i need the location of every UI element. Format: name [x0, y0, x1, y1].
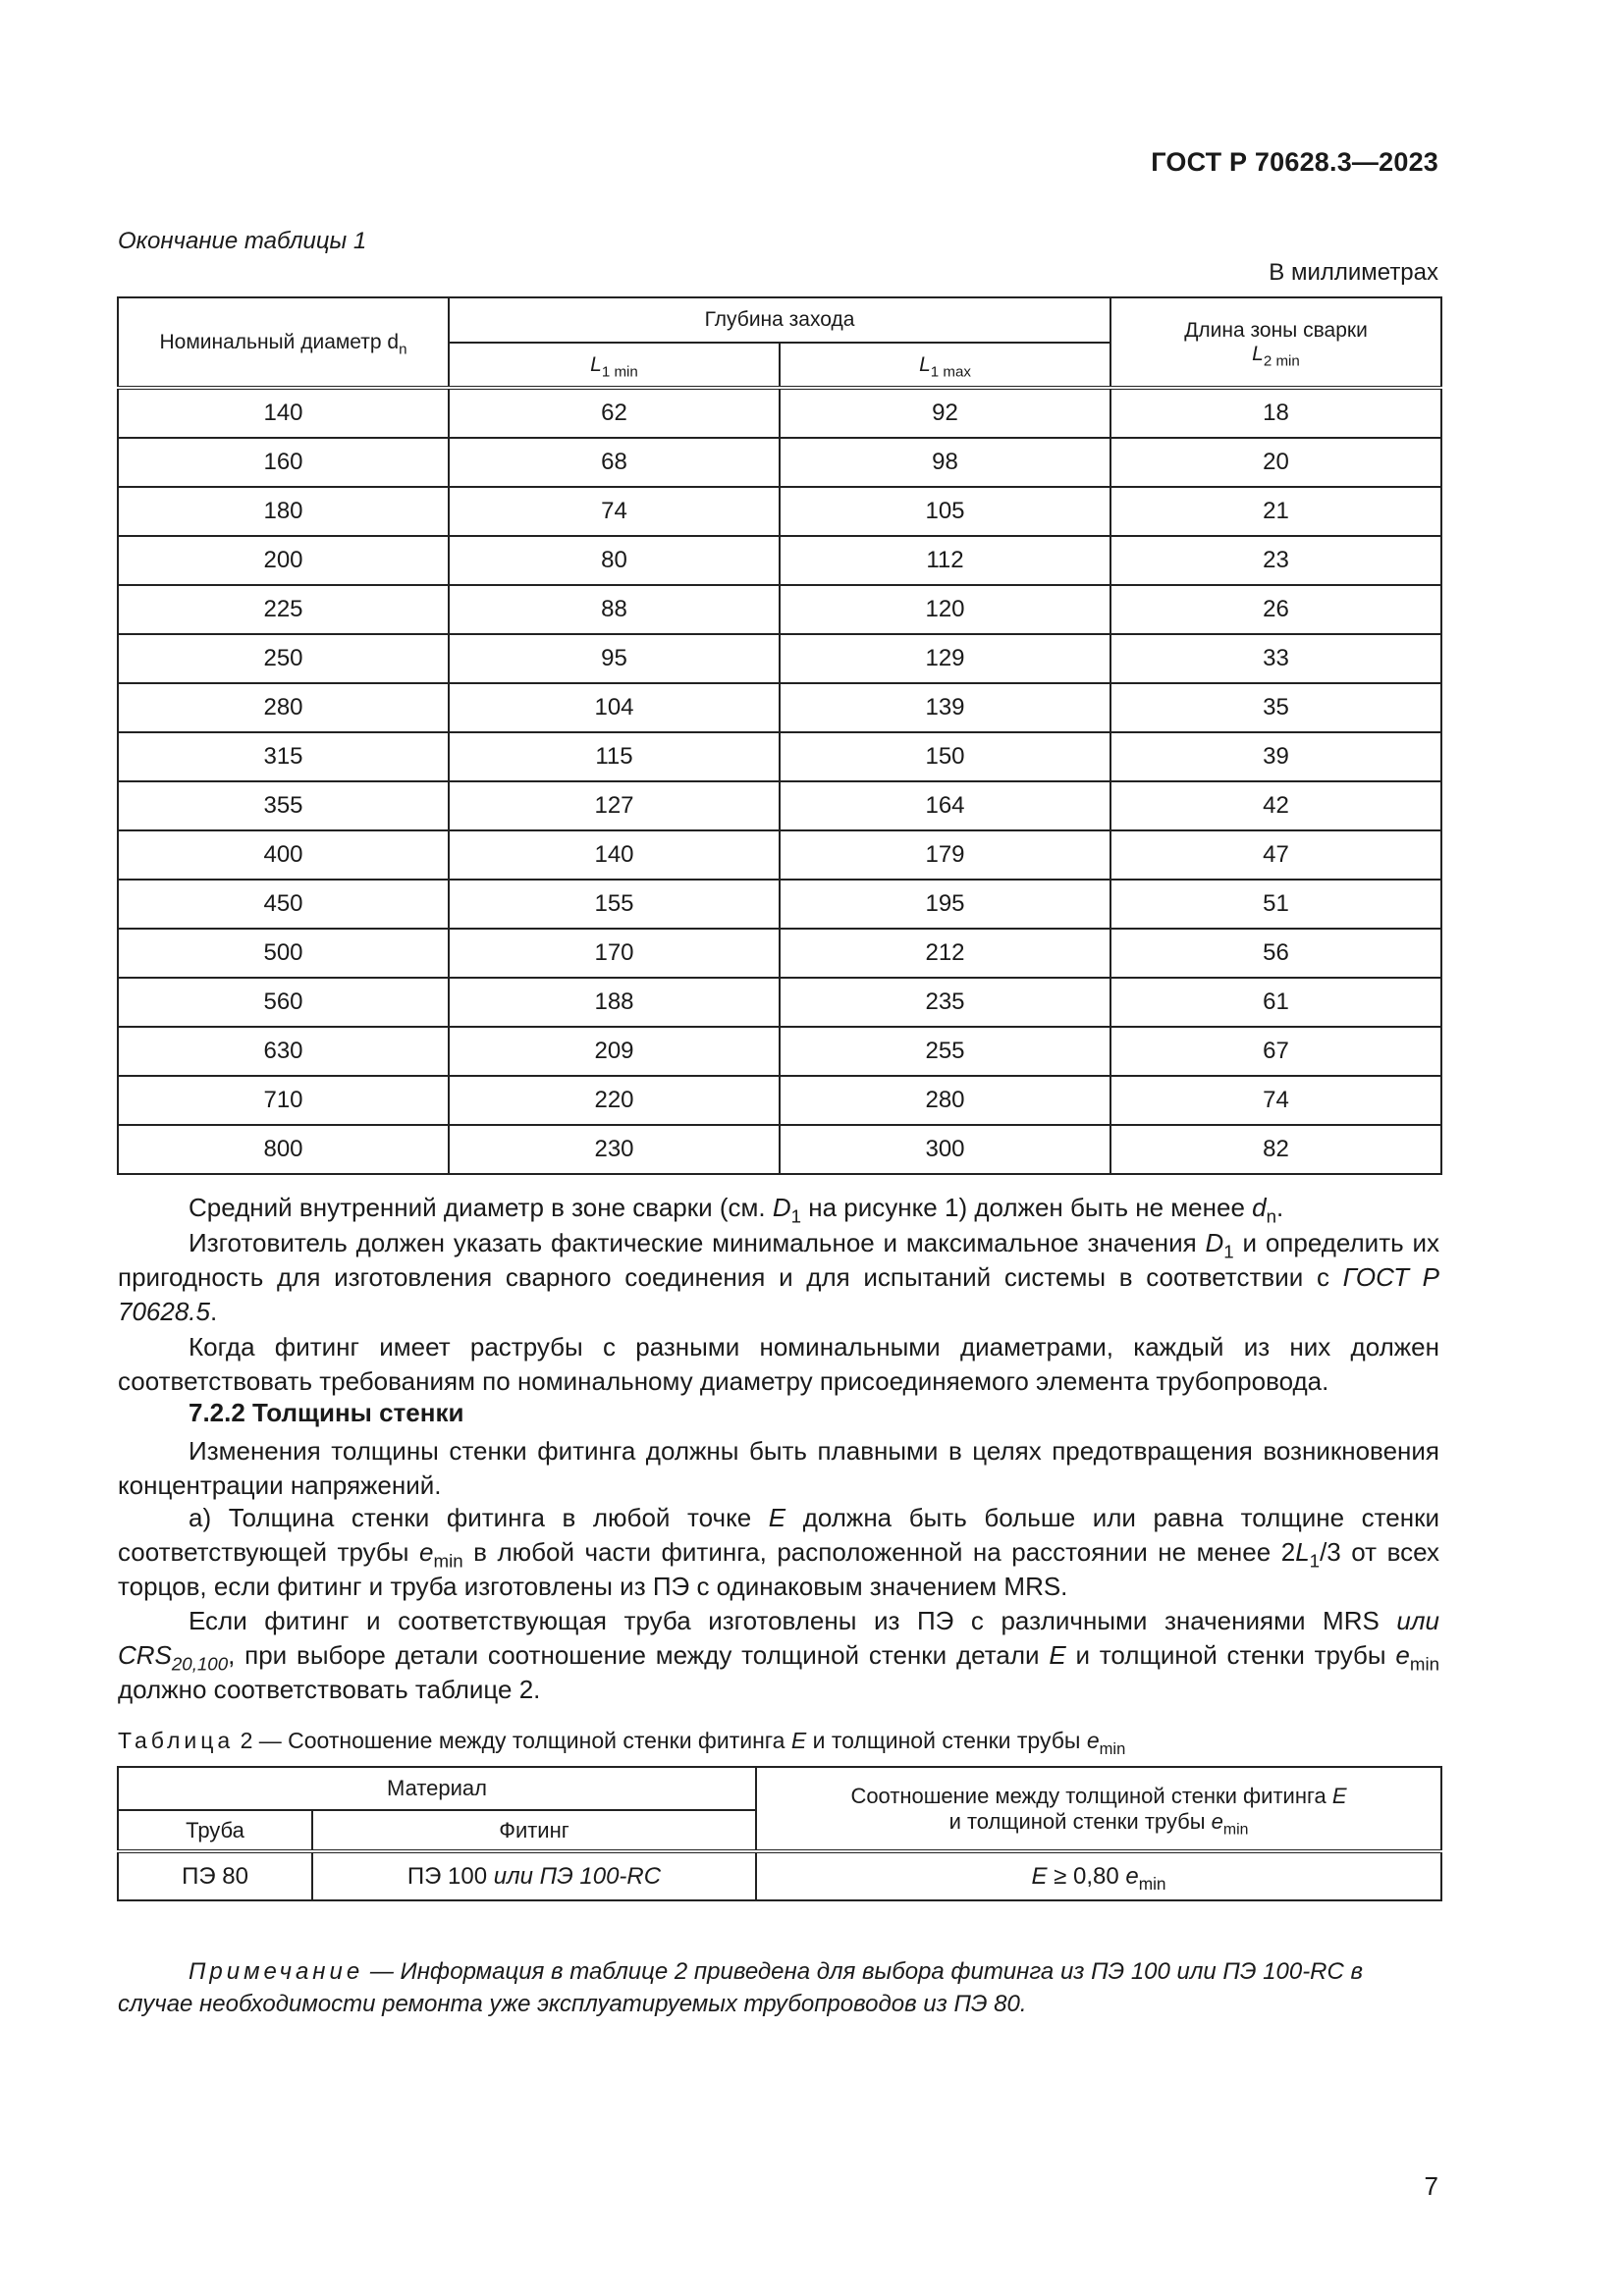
- table-cell: 300: [780, 1125, 1110, 1174]
- table-row: [118, 388, 1441, 438]
- table-cell: 62: [449, 388, 780, 438]
- table-cell: 800: [118, 1125, 449, 1174]
- table-cell: 82: [1110, 1125, 1441, 1174]
- table-cell: 112: [780, 536, 1110, 585]
- table-cell: 500: [118, 929, 449, 978]
- section-heading: 7.2.2 Толщины стенки: [189, 1398, 464, 1427]
- table-cell: 710: [118, 1076, 449, 1125]
- table-cell: 235: [780, 978, 1110, 1027]
- table-row: [118, 634, 1441, 683]
- col-l1-max: $L_{1 max}$: [780, 343, 1110, 388]
- table-cell: 56: [1110, 929, 1441, 978]
- table-cell: 67: [1110, 1027, 1441, 1076]
- table-cell: 26: [1110, 585, 1441, 634]
- paragraph-sockets: Когда фитинг имеет раструбы с разными номинальными диаметрами, каждый из них должен соответствовать требованиям по номинальному диаметру присоединяемого элемента трубопровода.: [118, 1332, 1439, 1396]
- table-row: [118, 929, 1441, 978]
- paragraph-different-mrs: Если фитинг и соответствующая труба изготовлены из ПЭ с различными значениями MRS или $CRS_{20,100}$, при выборе детали соотношение между толщиной стенки детали E и толщиной стенки трубы $e_{min}$ должно соответствовать таблице 2.: [118, 1606, 1439, 1704]
- table-cell: 120: [780, 585, 1110, 634]
- cell-ratio: E ≥ 0,80 $e_{min}$: [756, 1851, 1441, 1900]
- table1-continuation-caption: Окончание таблицы 1: [118, 228, 367, 254]
- table-row: [118, 1851, 1441, 1900]
- table-cell: 150: [780, 732, 1110, 781]
- table-row: [118, 732, 1441, 781]
- paragraph-manufacturer: Изготовитель должен указать фактические минимальное и максимальное значения $D_1$ и определить их пригодность для изготовления сварного соединения и для испытаний системы в соответствии с ГОСТ Р 70628.5.: [118, 1228, 1439, 1326]
- table-cell: 23: [1110, 536, 1441, 585]
- col-fitting: Фитинг: [312, 1810, 756, 1851]
- table-cell: 61: [1110, 978, 1441, 1027]
- table-cell: 315: [118, 732, 449, 781]
- col-group-material: Материал: [118, 1767, 756, 1810]
- table-row: [118, 1076, 1441, 1125]
- table-cell: 355: [118, 781, 449, 830]
- table-row: [118, 978, 1441, 1027]
- table-cell: 280: [780, 1076, 1110, 1125]
- table-cell: 35: [1110, 683, 1441, 732]
- col-pipe: Труба: [118, 1810, 312, 1851]
- table1-units: В миллиметрах: [1269, 259, 1438, 286]
- table-cell: 225: [118, 585, 449, 634]
- table-cell: 188: [449, 978, 780, 1027]
- table2: [117, 1766, 1442, 1901]
- table-cell: 74: [1110, 1076, 1441, 1125]
- table-cell: 98: [780, 438, 1110, 487]
- table-row: [118, 1027, 1441, 1076]
- table-cell: 92: [780, 388, 1110, 438]
- table-cell: 400: [118, 830, 449, 880]
- table-cell: 33: [1110, 634, 1441, 683]
- cell-fitting-material: ПЭ 100 или ПЭ 100-RC: [312, 1851, 756, 1900]
- table2-note: Примечание — Информация в таблице 2 приведена для выбора фитинга из ПЭ 100 или ПЭ 100-RC в случае необходимости ремонта уже эксплуатируемых трубопроводов из ПЭ 80.: [118, 1958, 1364, 2017]
- table-cell: 104: [449, 683, 780, 732]
- table-cell: 140: [449, 830, 780, 880]
- table-cell: 127: [449, 781, 780, 830]
- table-cell: 155: [449, 880, 780, 929]
- table-row: [118, 585, 1441, 634]
- table-row: [118, 830, 1441, 880]
- table-cell: 129: [780, 634, 1110, 683]
- standard-number: ГОСТ Р 70628.3—2023: [1151, 147, 1438, 177]
- table-cell: 21: [1110, 487, 1441, 536]
- table-cell: 250: [118, 634, 449, 683]
- paragraph-mean-diameter: Средний внутренний диаметр в зоне сварки (см. $D_1$ на рисунке 1) должен быть не менее $d_n$.: [189, 1193, 1284, 1227]
- table-cell: 200: [118, 536, 449, 585]
- table-cell: 18: [1110, 388, 1441, 438]
- table-cell: 450: [118, 880, 449, 929]
- col-nominal-diameter: Номинальный диаметр $d_n$: [118, 297, 449, 388]
- table-row: [118, 1125, 1441, 1174]
- table1-body: [118, 388, 1441, 1174]
- table-row: [118, 487, 1441, 536]
- col-thickness-ratio: Соотношение между толщиной стенки фитинга E и толщиной стенки трубы $e_{min}$: [756, 1767, 1441, 1851]
- table-cell: 255: [780, 1027, 1110, 1076]
- table-row: [118, 438, 1441, 487]
- table-row: [118, 781, 1441, 830]
- table-cell: 39: [1110, 732, 1441, 781]
- table-cell: 160: [118, 438, 449, 487]
- table-cell: 209: [449, 1027, 780, 1076]
- table-row: [118, 683, 1441, 732]
- table-cell: 180: [118, 487, 449, 536]
- col-l1-min: $L_{1 min}$: [449, 343, 780, 388]
- col-group-insertion-depth: Глубина захода: [449, 297, 1110, 343]
- table-cell: 560: [118, 978, 449, 1027]
- table-cell: 88: [449, 585, 780, 634]
- table-cell: 212: [780, 929, 1110, 978]
- table-row: [118, 536, 1441, 585]
- table-cell: 42: [1110, 781, 1441, 830]
- page-number: 7: [1424, 2171, 1438, 2201]
- table-cell: 179: [780, 830, 1110, 880]
- paragraph-item-a: a) Толщина стенки фитинга в любой точке E должна быть больше или равна толщине стенки соответствующей трубы $e_{min}$ в любой части фитинга, расположенной на расстоянии не менее $2L_1/3$ от всех торцов, если фитинг и труба изготовлены из ПЭ с одинаковым значением MRS.: [118, 1503, 1439, 1601]
- table-cell: 140: [118, 388, 449, 438]
- table-cell: 68: [449, 438, 780, 487]
- table-cell: 139: [780, 683, 1110, 732]
- cell-pipe-material: ПЭ 80: [118, 1851, 312, 1900]
- table-cell: 47: [1110, 830, 1441, 880]
- table-cell: 195: [780, 880, 1110, 929]
- table-cell: 230: [449, 1125, 780, 1174]
- table-cell: 170: [449, 929, 780, 978]
- table-cell: 95: [449, 634, 780, 683]
- table-cell: 74: [449, 487, 780, 536]
- table-cell: 220: [449, 1076, 780, 1125]
- table-cell: 105: [780, 487, 1110, 536]
- col-weld-zone-length: Длина зоны сварки $L_{2 min}$: [1110, 297, 1441, 388]
- table-cell: 630: [118, 1027, 449, 1076]
- table-cell: 115: [449, 732, 780, 781]
- table-cell: 51: [1110, 880, 1441, 929]
- table-row: [118, 880, 1441, 929]
- table2-caption: Таблица 2 — Соотношение между толщиной стенки фитинга E и толщиной стенки трубы $e_{min}$: [118, 1728, 1126, 1758]
- paragraph-wall-changes: Изменения толщины стенки фитинга должны быть плавными в целях предотвращения возникновения концентрации напряжений.: [118, 1436, 1439, 1500]
- table-cell: 280: [118, 683, 449, 732]
- table1: [117, 296, 1442, 1175]
- table-cell: 20: [1110, 438, 1441, 487]
- table-cell: 164: [780, 781, 1110, 830]
- table-cell: 80: [449, 536, 780, 585]
